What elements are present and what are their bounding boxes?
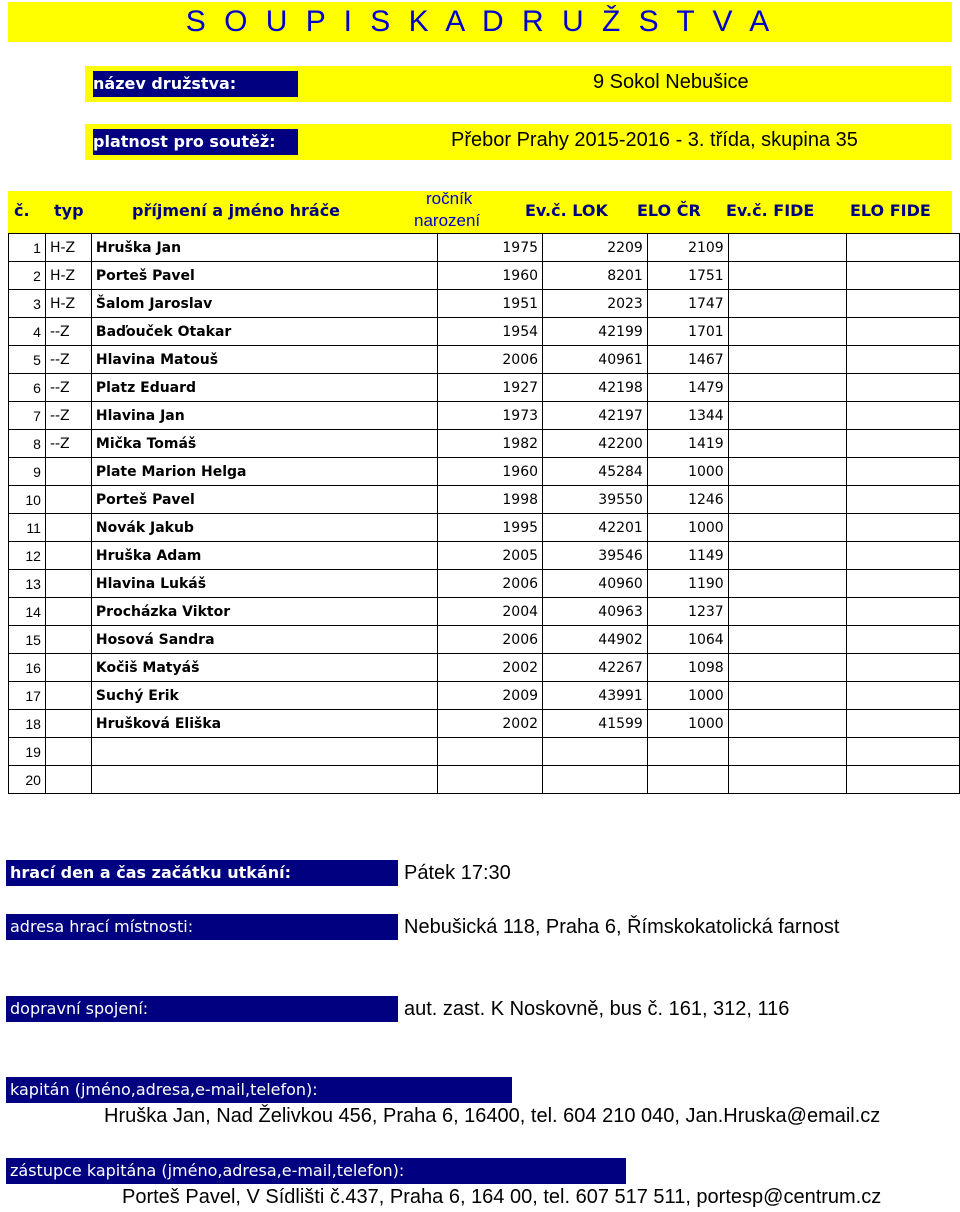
player-name: Novák Jakub xyxy=(91,514,437,542)
player-type xyxy=(45,738,91,766)
player-elo-fide xyxy=(847,738,960,766)
player-birth-year: 1954 xyxy=(438,318,543,346)
table-row xyxy=(9,738,960,766)
player-type xyxy=(45,626,91,654)
player-name: Hlavina Lukáš xyxy=(91,570,437,598)
player-birth-year: 2006 xyxy=(438,626,543,654)
player-type xyxy=(45,514,91,542)
player-number: 5 xyxy=(9,346,46,374)
player-lok-id: 39550 xyxy=(543,486,648,514)
competition-value: Přebor Prahy 2015-2016 - 3. třída, skupina 35 xyxy=(451,129,858,151)
table-row xyxy=(9,290,960,318)
player-birth-year: 2009 xyxy=(438,682,543,710)
player-number: 4 xyxy=(9,318,46,346)
player-elo-fide xyxy=(847,626,960,654)
player-name: Hruška Adam xyxy=(91,542,437,570)
transport-value: aut. zast. K Noskovně, bus č. 161, 312, 116 xyxy=(404,998,790,1020)
player-elo-fide xyxy=(847,262,960,290)
player-elo-fide xyxy=(847,346,960,374)
player-birth-year: 1998 xyxy=(438,486,543,514)
player-lok-id: 42197 xyxy=(543,402,648,430)
player-number: 12 xyxy=(9,542,46,570)
roster-table xyxy=(8,233,960,794)
player-elo-cr xyxy=(647,738,728,766)
player-lok-id: 40961 xyxy=(543,346,648,374)
player-elo-cr: 1467 xyxy=(647,346,728,374)
player-lok-id: 42198 xyxy=(543,374,648,402)
table-row xyxy=(9,598,960,626)
player-number: 16 xyxy=(9,654,46,682)
player-fide-id xyxy=(728,766,847,794)
player-elo-cr: 1479 xyxy=(647,374,728,402)
player-type: --Z xyxy=(45,402,91,430)
player-lok-id: 43991 xyxy=(543,682,648,710)
player-lok-id: 42267 xyxy=(543,654,648,682)
player-type xyxy=(45,710,91,738)
player-elo-cr: 1701 xyxy=(647,318,728,346)
player-type xyxy=(45,542,91,570)
player-lok-id: 44902 xyxy=(543,626,648,654)
player-elo-cr: 1237 xyxy=(647,598,728,626)
player-elo-cr: 1064 xyxy=(647,626,728,654)
player-name: Suchý Erik xyxy=(91,682,437,710)
player-elo-fide xyxy=(847,402,960,430)
competition-row xyxy=(85,124,951,160)
player-lok-id: 41599 xyxy=(543,710,648,738)
player-elo-fide xyxy=(847,458,960,486)
player-birth-year xyxy=(438,738,543,766)
player-fide-id xyxy=(728,542,847,570)
player-fide-id xyxy=(728,346,847,374)
player-birth-year: 2004 xyxy=(438,598,543,626)
player-name: Hruška Jan xyxy=(91,234,437,262)
player-fide-id xyxy=(728,402,847,430)
player-fide-id xyxy=(728,682,847,710)
player-elo-cr: 1000 xyxy=(647,458,728,486)
table-row xyxy=(9,458,960,486)
col-typ-header: typ xyxy=(54,201,84,220)
player-birth-year: 2002 xyxy=(438,710,543,738)
player-fide-id xyxy=(728,234,847,262)
player-type: H-Z xyxy=(45,262,91,290)
player-elo-cr xyxy=(647,766,728,794)
player-elo-fide xyxy=(847,514,960,542)
address-label: adresa hrací místnosti: xyxy=(6,914,398,940)
player-type xyxy=(45,486,91,514)
player-lok-id: 39546 xyxy=(543,542,648,570)
col-year-header-2: narození xyxy=(414,211,481,230)
player-name xyxy=(91,766,437,794)
player-name: Hlavina Matouš xyxy=(91,346,437,374)
page-title xyxy=(8,2,952,42)
match-time-value: Pátek 17:30 xyxy=(404,862,511,884)
player-type: --Z xyxy=(45,430,91,458)
captain-label: kapitán (jméno,adresa,e-mail,telefon): xyxy=(6,1077,512,1103)
table-row xyxy=(9,374,960,402)
player-elo-fide xyxy=(847,570,960,598)
player-elo-fide xyxy=(847,710,960,738)
player-elo-fide xyxy=(847,234,960,262)
player-elo-cr: 1344 xyxy=(647,402,728,430)
competition-label: platnost pro soutěž: xyxy=(93,129,298,155)
player-elo-fide xyxy=(847,682,960,710)
player-elo-cr: 1246 xyxy=(647,486,728,514)
player-name: Platz Eduard xyxy=(91,374,437,402)
player-number: 11 xyxy=(9,514,46,542)
player-name: Porteš Pavel xyxy=(91,262,437,290)
player-lok-id: 40963 xyxy=(543,598,648,626)
table-row xyxy=(9,570,960,598)
player-birth-year: 2005 xyxy=(438,542,543,570)
player-lok-id: 8201 xyxy=(543,262,648,290)
page-title-text: S O U P I S K A D R U Ž S T V A xyxy=(185,5,775,38)
player-type xyxy=(45,682,91,710)
player-birth-year: 2006 xyxy=(438,346,543,374)
table-row xyxy=(9,486,960,514)
player-number: 14 xyxy=(9,598,46,626)
player-name: Šalom Jaroslav xyxy=(91,290,437,318)
player-number: 3 xyxy=(9,290,46,318)
player-number: 15 xyxy=(9,626,46,654)
team-name-row xyxy=(85,66,951,102)
player-birth-year: 1995 xyxy=(438,514,543,542)
player-fide-id xyxy=(728,374,847,402)
player-type: H-Z xyxy=(45,290,91,318)
player-type: --Z xyxy=(45,346,91,374)
table-row xyxy=(9,710,960,738)
player-number: 2 xyxy=(9,262,46,290)
player-elo-fide xyxy=(847,542,960,570)
player-name: Plate Marion Helga xyxy=(91,458,437,486)
player-birth-year: 1982 xyxy=(438,430,543,458)
player-elo-fide xyxy=(847,486,960,514)
player-elo-cr: 1190 xyxy=(647,570,728,598)
player-fide-id xyxy=(728,514,847,542)
player-number: 20 xyxy=(9,766,46,794)
player-fide-id xyxy=(728,486,847,514)
player-name: Hlavina Jan xyxy=(91,402,437,430)
table-row xyxy=(9,262,960,290)
player-fide-id xyxy=(728,458,847,486)
team-name-label: název družstva: xyxy=(93,71,298,97)
player-elo-cr: 1751 xyxy=(647,262,728,290)
player-fide-id xyxy=(728,262,847,290)
player-lok-id: 2023 xyxy=(543,290,648,318)
player-name: Mička Tomáš xyxy=(91,430,437,458)
table-row xyxy=(9,514,960,542)
player-type xyxy=(45,570,91,598)
table-row xyxy=(9,542,960,570)
player-name: Porteš Pavel xyxy=(91,486,437,514)
player-elo-cr: 1000 xyxy=(647,682,728,710)
player-birth-year: 1951 xyxy=(438,290,543,318)
player-elo-fide xyxy=(847,598,960,626)
roster-header xyxy=(8,191,952,233)
player-number: 19 xyxy=(9,738,46,766)
player-lok-id: 2209 xyxy=(543,234,648,262)
col-fide-header: Ev.č. FIDE xyxy=(726,201,815,220)
player-fide-id xyxy=(728,318,847,346)
player-fide-id xyxy=(728,654,847,682)
player-type: H-Z xyxy=(45,234,91,262)
player-type: --Z xyxy=(45,318,91,346)
player-elo-cr: 1419 xyxy=(647,430,728,458)
player-number: 17 xyxy=(9,682,46,710)
player-elo-fide xyxy=(847,654,960,682)
player-fide-id xyxy=(728,570,847,598)
player-lok-id xyxy=(543,766,648,794)
table-row xyxy=(9,626,960,654)
match-time-label: hrací den a čas začátku utkání: xyxy=(6,860,398,886)
player-type xyxy=(45,766,91,794)
col-elo-header: ELO ČR xyxy=(637,201,701,220)
player-number: 6 xyxy=(9,374,46,402)
table-row xyxy=(9,318,960,346)
player-birth-year: 1960 xyxy=(438,458,543,486)
player-number: 9 xyxy=(9,458,46,486)
player-elo-fide xyxy=(847,766,960,794)
vice-captain-label: zástupce kapitána (jméno,adresa,e-mail,telefon): xyxy=(6,1158,626,1184)
player-name: Procházka Viktor xyxy=(91,598,437,626)
player-birth-year xyxy=(438,766,543,794)
player-fide-id xyxy=(728,598,847,626)
table-row xyxy=(9,682,960,710)
player-type xyxy=(45,598,91,626)
table-row xyxy=(9,234,960,262)
player-name: Hosová Sandra xyxy=(91,626,437,654)
transport-label: dopravní spojení: xyxy=(6,996,398,1022)
player-fide-id xyxy=(728,626,847,654)
player-elo-cr: 1000 xyxy=(647,514,728,542)
player-elo-cr: 1000 xyxy=(647,710,728,738)
table-row xyxy=(9,654,960,682)
player-elo-cr: 2109 xyxy=(647,234,728,262)
player-birth-year: 1927 xyxy=(438,374,543,402)
player-number: 18 xyxy=(9,710,46,738)
player-lok-id xyxy=(543,738,648,766)
player-elo-cr: 1747 xyxy=(647,290,728,318)
player-elo-cr: 1098 xyxy=(647,654,728,682)
player-lok-id: 42199 xyxy=(543,318,648,346)
player-birth-year: 2002 xyxy=(438,654,543,682)
player-elo-fide xyxy=(847,318,960,346)
player-type xyxy=(45,458,91,486)
player-birth-year: 1973 xyxy=(438,402,543,430)
col-no-header: č. xyxy=(14,201,30,220)
player-name: Kočiš Matyáš xyxy=(91,654,437,682)
player-birth-year: 1960 xyxy=(438,262,543,290)
player-number: 1 xyxy=(9,234,46,262)
table-row xyxy=(9,402,960,430)
player-lok-id: 42201 xyxy=(543,514,648,542)
player-name xyxy=(91,738,437,766)
table-row xyxy=(9,766,960,794)
player-type xyxy=(45,654,91,682)
col-year-header-1: ročník xyxy=(426,189,473,208)
player-type: --Z xyxy=(45,374,91,402)
player-name: Hrušková Eliška xyxy=(91,710,437,738)
player-fide-id xyxy=(728,430,847,458)
address-value: Nebušická 118, Praha 6, Římskokatolická farnost xyxy=(404,916,840,938)
player-lok-id: 40960 xyxy=(543,570,648,598)
player-number: 8 xyxy=(9,430,46,458)
player-elo-fide xyxy=(847,290,960,318)
player-elo-fide xyxy=(847,374,960,402)
player-elo-fide xyxy=(847,430,960,458)
col-name-header: příjmení a jméno hráče xyxy=(132,201,341,220)
player-elo-cr: 1149 xyxy=(647,542,728,570)
col-lok-header: Ev.č. LOK xyxy=(525,201,608,220)
captain-value: Hruška Jan, Nad Želivkou 456, Praha 6, 16400, tel. 604 210 040, Jan.Hruska@email.cz xyxy=(104,1105,881,1127)
table-row xyxy=(9,346,960,374)
team-name-value: 9 Sokol Nebušice xyxy=(593,71,749,93)
player-lok-id: 45284 xyxy=(543,458,648,486)
player-lok-id: 42200 xyxy=(543,430,648,458)
player-number: 7 xyxy=(9,402,46,430)
player-number: 13 xyxy=(9,570,46,598)
vice-captain-value: Porteš Pavel, V Sídlišti č.437, Praha 6, 164 00, tel. 607 517 511, portesp@centrum.cz xyxy=(122,1186,882,1208)
player-name: Baďouček Otakar xyxy=(91,318,437,346)
player-birth-year: 1975 xyxy=(438,234,543,262)
player-number: 10 xyxy=(9,486,46,514)
player-fide-id xyxy=(728,738,847,766)
col-elo-fide-header: ELO FIDE xyxy=(850,201,931,220)
player-fide-id xyxy=(728,290,847,318)
player-birth-year: 2006 xyxy=(438,570,543,598)
player-fide-id xyxy=(728,710,847,738)
table-row xyxy=(9,430,960,458)
